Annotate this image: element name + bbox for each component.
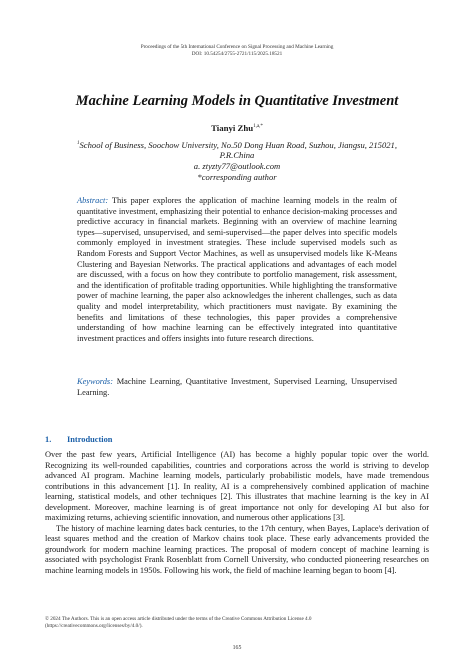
abstract-label: Abstract: bbox=[77, 196, 109, 205]
author-email: a. ztyzty77@outlook.com bbox=[193, 161, 281, 172]
author-name: Tianyi Zhu bbox=[211, 123, 254, 133]
affiliation bbox=[70, 139, 404, 182]
keywords-text: Machine Learning, Quantitative Investment, Supervised Learning, Unsupervised Learning. bbox=[77, 377, 397, 397]
author-line bbox=[0, 123, 474, 133]
corresponding-author-note: *corresponding author bbox=[197, 171, 277, 182]
section-number: 1. bbox=[45, 435, 52, 444]
author-superscript: 1,a,* bbox=[253, 124, 263, 130]
abstract-text: This paper explores the application of machine learning models in the realm of quantitative investment, emphasizing their potential to enhance decision-making processes and predictive accuracy in financial markets. Beginning with an overview of machine learning types—supervised, unsupervised, and semi-supervised—the paper delves into specific models commonly employed in investment strategies. These include supervised models such as Random Forests and Support Vector Machines, as well as unsupervised models like K-Means Clustering and Bayesian Networks. The practical applications and advantages of each model are discussed, with a focus on how they contribute to portfolio management, risk assessment, and the identification of profitable trading opportunities. While highlighting the transformative power of machine learning, the paper also acknowledges the inherent challenges, such as data quality and model interpretability, which practitioners must navigate. By examining the benefits and limitations of these technologies, this paper provides a comprehensive understanding of how machine learning can be effectively integrated into quantitative investment practices and offers insights into future research directions. bbox=[77, 196, 397, 343]
abstract bbox=[77, 196, 397, 344]
affiliation-line-1: School of Business, Soochow University, No.50 Dong Huan Road, Suzhou, Jiangsu, 215021, bbox=[79, 139, 397, 150]
license-footer bbox=[45, 616, 429, 630]
section-body bbox=[45, 450, 429, 577]
affiliation-superscript: 1 bbox=[77, 141, 80, 146]
page-number: 165 bbox=[232, 645, 242, 651]
paragraph: Over the past few years, Artificial Intelligence (AI) has become a highly popular topic over the world. Recognizing its well-rounded capabilities, countries and corporations across the world is striving to develop advanced AI program. Machine learning models, particularly probabilistic models, have made tremendous contributions in this advancement [1]. In reality, AI is a comprehensively combined application of machine learning, statistical models, and other techniques [2]. This illustrates that machine learning is the key in AI development. Moreover, machine learning is of great importance not only for developing AI but also for maximizing returns, achieving scientific innovation, and numerous other applications [3]. bbox=[45, 450, 429, 523]
keywords bbox=[77, 377, 397, 398]
paragraph: The history of machine learning dates back centuries, to the 17th century, when Bayes, Laplace's derivation of least squares method and the creation of Markov chains took place. These early advancements provided the groundwork for modern machine learning practices. The proposal of modern concept of machine learning is associated with psychologist Frank Rosenblatt from Cornell University, who conducted pioneering researches on machine learning models in 1950s. Following his work, the field of machine learning began to boom [4]. bbox=[45, 523, 429, 576]
keywords-label: Keywords: bbox=[77, 377, 113, 386]
paper-title: Machine Learning Models in Quantitative Investment bbox=[75, 93, 399, 109]
section-title: Introduction bbox=[67, 435, 113, 444]
license-line-2: (https://creativecommons.org/licenses/by/4.0/). bbox=[45, 623, 143, 629]
section-heading bbox=[45, 435, 112, 444]
doi: DOI: 10.54254/2755-2721/115/2025.18521 bbox=[191, 51, 283, 57]
license-line-1: © 2024 The Authors. This is an open access article distributed under the terms of the Creative Commons Attribution License 4.0 bbox=[45, 616, 312, 622]
proceedings-name: Proceedings of the 5th International Conference on Signal Processing and Machine Learning bbox=[140, 44, 334, 50]
affiliation-line-2: P.R.China bbox=[219, 150, 255, 161]
proceedings-header bbox=[0, 44, 474, 58]
